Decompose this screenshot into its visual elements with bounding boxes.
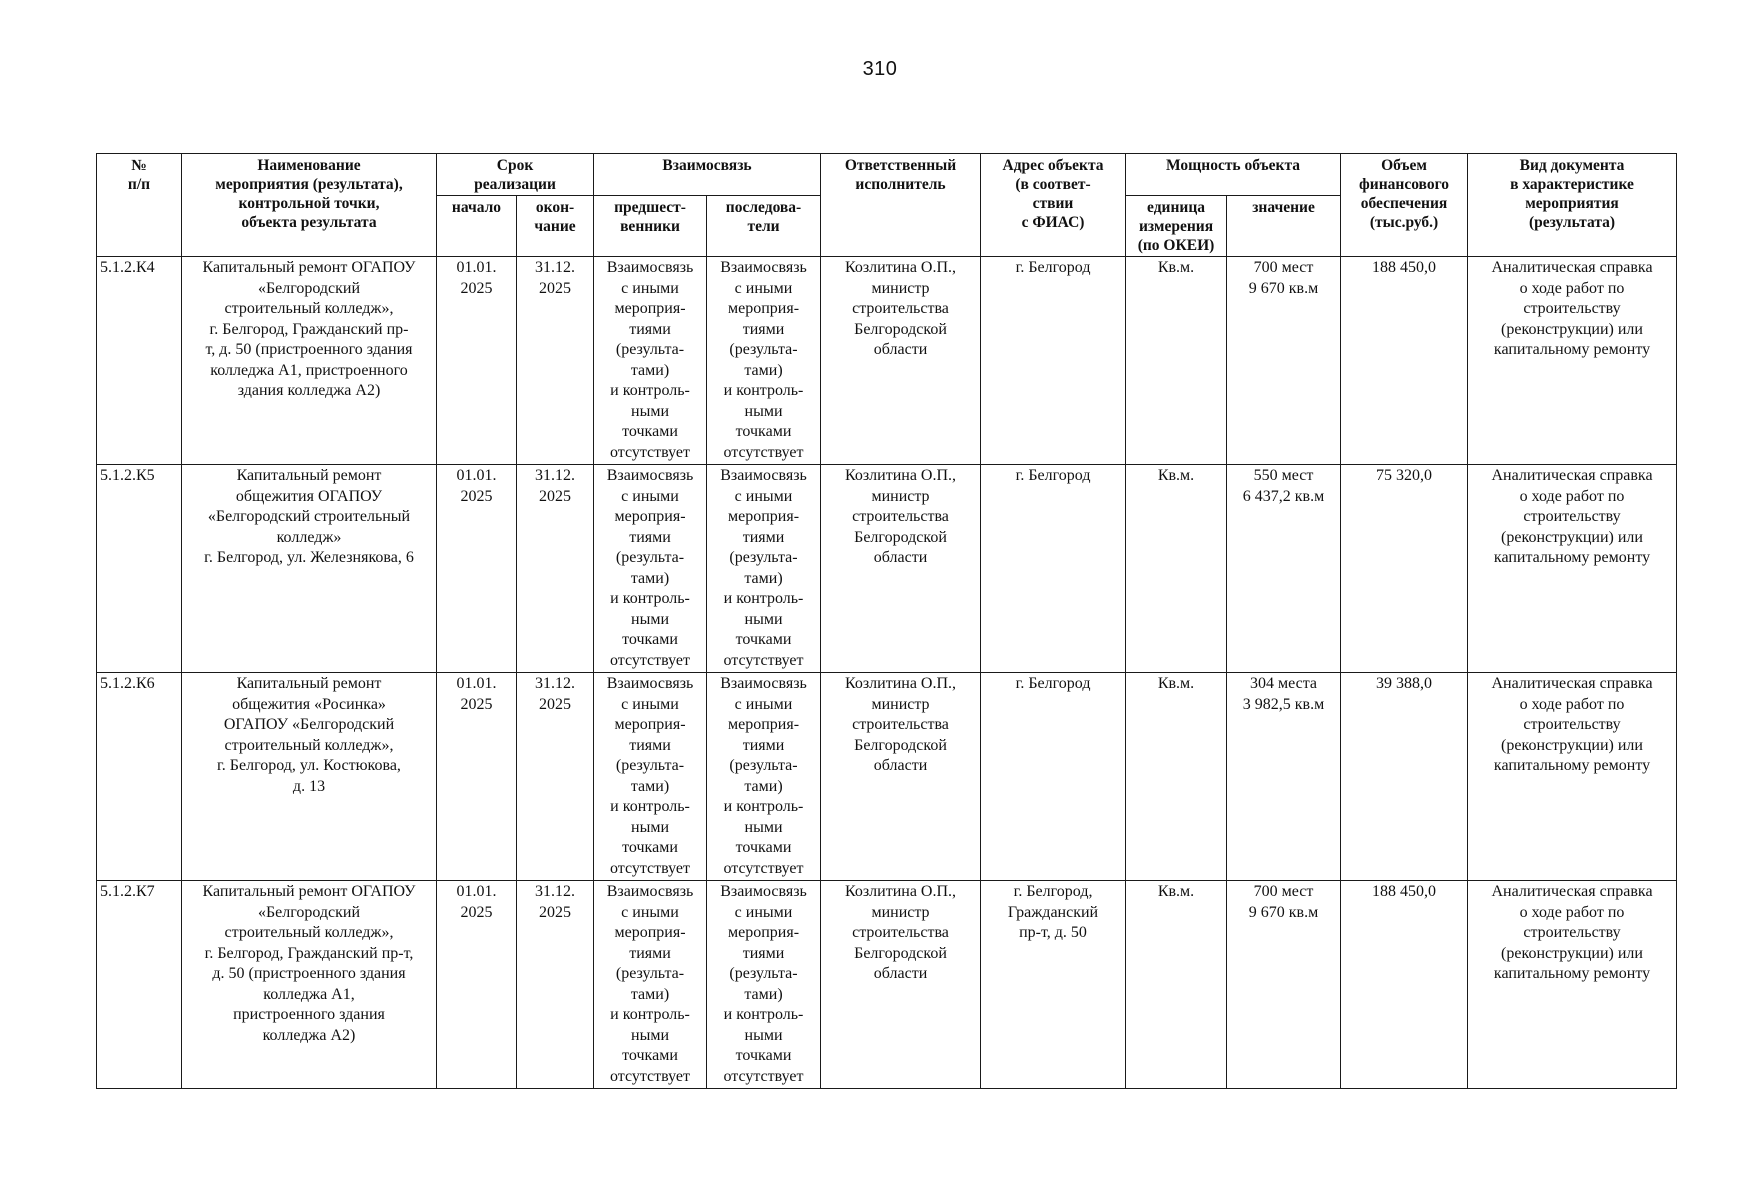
cell-prev: Взаимосвязь с иными мероприя- тиями (результа- тами) и контроль- ными точками отсутствует	[594, 257, 707, 465]
header-term	[437, 154, 594, 196]
cell-finance: 75 320,0	[1341, 465, 1468, 673]
cell-executor: Козлитина О.П., министр строительства Белгородской области	[821, 465, 981, 673]
header-address	[981, 154, 1126, 257]
cell-value: 700 мест 9 670 кв.м	[1227, 257, 1341, 465]
cell-unit: Кв.м.	[1126, 257, 1227, 465]
table-row	[97, 881, 1677, 1089]
header-relation	[594, 154, 821, 196]
cell-prev: Взаимосвязь с иными мероприя- тиями (результа- тами) и контроль- ными точками отсутствует	[594, 673, 707, 881]
header-capacity-text: Мощность объекта	[1166, 157, 1301, 174]
header-rel-prev-text: предшест- венники	[614, 199, 686, 235]
cell-executor: Козлитина О.П., министр строительства Белгородской области	[821, 881, 981, 1089]
cell-address: г. Белгород	[981, 673, 1126, 881]
cell-doc: Аналитическая справка о ходе работ по строительству (реконструкции) или капитальному ремонту	[1468, 257, 1677, 465]
header-rel-next-text: последова- тели	[725, 199, 802, 235]
cell-num: 5.1.2.К7	[97, 881, 182, 1089]
cell-name: Капитальный ремонт общежития «Росинка» ОГАПОУ «Белгородский строительный колледж», г. Белгород, ул. Костюкова, д. 13	[182, 673, 437, 881]
header-cap-unit-text: единица измерения (по ОКЕИ)	[1137, 199, 1215, 254]
cell-doc: Аналитическая справка о ходе работ по строительству (реконструкции) или капитальному ремонту	[1468, 673, 1677, 881]
cell-unit: Кв.м.	[1126, 465, 1227, 673]
header-name-text: Наименование мероприятия (результата), контрольной точки, объекта результата	[215, 157, 403, 231]
cell-unit: Кв.м.	[1126, 673, 1227, 881]
cell-num: 5.1.2.К5	[97, 465, 182, 673]
cell-next: Взаимосвязь с иными мероприя- тиями (результа- тами) и контроль- ными точками отсутствует	[707, 881, 821, 1089]
cell-prev: Взаимосвязь с иными мероприя- тиями (результа- тами) и контроль- ными точками отсутствует	[594, 881, 707, 1089]
header-term-end	[517, 196, 594, 257]
cell-num: 5.1.2.К6	[97, 673, 182, 881]
table-row	[97, 673, 1677, 881]
header-term-start	[437, 196, 517, 257]
cell-value: 550 мест 6 437,2 кв.м	[1227, 465, 1341, 673]
cell-finance: 188 450,0	[1341, 881, 1468, 1089]
cell-next: Взаимосвязь с иными мероприя- тиями (результа- тами) и контроль- ными точками отсутствует	[707, 673, 821, 881]
cell-next: Взаимосвязь с иными мероприя- тиями (результа- тами) и контроль- ными точками отсутствует	[707, 257, 821, 465]
cell-start: 01.01. 2025	[437, 465, 517, 673]
cell-end: 31.12. 2025	[517, 465, 594, 673]
cell-finance: 188 450,0	[1341, 257, 1468, 465]
header-executor	[821, 154, 981, 257]
cell-name: Капитальный ремонт общежития ОГАПОУ «Белгородский строительный колледж» г. Белгород, ул. Железнякова, 6	[182, 465, 437, 673]
table-row	[97, 465, 1677, 673]
table-header	[97, 154, 1677, 257]
cell-start: 01.01. 2025	[437, 673, 517, 881]
table-body	[97, 257, 1677, 1089]
header-relation-text: Взаимосвязь	[662, 157, 752, 174]
cell-start: 01.01. 2025	[437, 881, 517, 1089]
cell-executor: Козлитина О.П., министр строительства Белгородской области	[821, 673, 981, 881]
cell-name: Капитальный ремонт ОГАПОУ «Белгородский строительный колледж», г. Белгород, Гражданский пр-т, д. 50 (пристроенного здания колледжа А1, пристроенного здания колледжа А2)	[182, 881, 437, 1089]
cell-address: г. Белгород, Гражданский пр-т, д. 50	[981, 881, 1126, 1089]
cell-name: Капитальный ремонт ОГАПОУ «Белгородский строительный колледж», г. Белгород, Гражданский пр- т, д. 50 (пристроенного здания колледжа А1, пристроенного здания колледжа А2)	[182, 257, 437, 465]
header-cap-value	[1227, 196, 1341, 257]
cell-start: 01.01. 2025	[437, 257, 517, 465]
header-finance	[1341, 154, 1468, 257]
cell-unit: Кв.м.	[1126, 881, 1227, 1089]
header-executor-text: Ответственный исполнитель	[844, 157, 957, 193]
table-row	[97, 257, 1677, 465]
header-capacity	[1126, 154, 1341, 196]
cell-address: г. Белгород	[981, 465, 1126, 673]
cell-end: 31.12. 2025	[517, 881, 594, 1089]
header-rel-prev	[594, 196, 707, 257]
header-term-end-text: окон- чание	[534, 199, 576, 235]
header-term-text: Срок реализации	[474, 157, 556, 193]
page-number: 310	[862, 58, 898, 80]
header-num-text: № п/п	[127, 157, 151, 193]
cell-prev: Взаимосвязь с иными мероприя- тиями (результа- тами) и контроль- ными точками отсутствует	[594, 465, 707, 673]
cell-num: 5.1.2.К4	[97, 257, 182, 465]
cell-doc: Аналитическая справка о ходе работ по строительству (реконструкции) или капитальному ремонту	[1468, 465, 1677, 673]
cell-next: Взаимосвязь с иными мероприя- тиями (результа- тами) и контроль- ными точками отсутствует	[707, 465, 821, 673]
cell-address: г. Белгород	[981, 257, 1126, 465]
header-num	[97, 154, 182, 257]
header-name	[182, 154, 437, 257]
cell-end: 31.12. 2025	[517, 673, 594, 881]
header-finance-text: Объем финансового обеспечения (тыс.руб.)	[1359, 157, 1449, 231]
header-cap-value-text: значение	[1252, 199, 1315, 216]
cell-executor: Козлитина О.П., министр строительства Белгородской области	[821, 257, 981, 465]
header-rel-next	[707, 196, 821, 257]
cell-finance: 39 388,0	[1341, 673, 1468, 881]
header-doc-text: Вид документа в характеристике мероприятия (результата)	[1510, 157, 1634, 231]
cell-doc: Аналитическая справка о ходе работ по строительству (реконструкции) или капитальному ремонту	[1468, 881, 1677, 1089]
header-doc	[1468, 154, 1677, 257]
header-row-1	[97, 154, 1677, 196]
header-address-text: Адрес объекта (в соответ- ствии с ФИАС)	[1002, 157, 1104, 231]
measures-table	[96, 153, 1677, 1089]
cell-end: 31.12. 2025	[517, 257, 594, 465]
header-term-start-text: начало	[451, 199, 502, 216]
cell-value: 304 места 3 982,5 кв.м	[1227, 673, 1341, 881]
header-cap-unit	[1126, 196, 1227, 257]
cell-value: 700 мест 9 670 кв.м	[1227, 881, 1341, 1089]
